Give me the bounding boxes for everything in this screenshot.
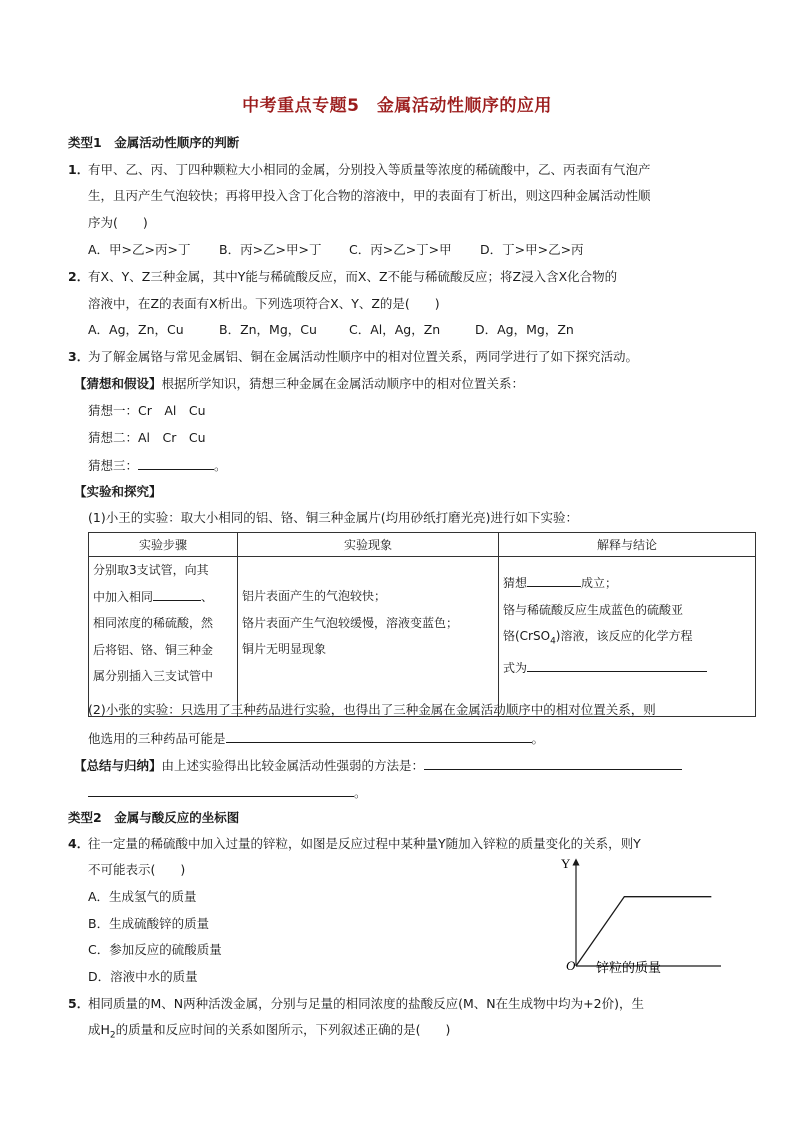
conclusion-line: 铬与稀硫酸反应生成蓝色的硫酸亚: [503, 602, 684, 617]
subscript: 2: [109, 1030, 116, 1041]
coordinate-chart: [556, 854, 726, 984]
guess-prefix: 猜想: [503, 576, 528, 590]
question-number: 3．: [68, 349, 90, 364]
question-text: 有X、Y、Z三种金属，其中Y能与稀硫酸反应，而X、Z不能与稀硫酸反应；将Z浸入含X化合物的: [88, 269, 618, 284]
step-line: 属分别插入三支试管中: [93, 669, 214, 683]
step-line: 相同浓度的稀硫酸，然: [93, 616, 214, 630]
step-line: [93, 584, 233, 611]
answer-blank[interactable]: [527, 659, 707, 672]
answer-blank[interactable]: [226, 730, 532, 743]
table-header: 实验步骤: [89, 533, 238, 557]
section-heading-type2: 类型2 金属与酸反应的坐标图: [68, 810, 240, 825]
period: 。: [531, 731, 545, 746]
experiment-two-text: (2)小张的实验：只选用了三种药品进行实验，也得出了三种金属在金属活动顺序中的相对位置关系，则: [88, 702, 656, 717]
origin-label: O: [566, 958, 576, 973]
answer-blank[interactable]: [88, 784, 354, 797]
phenomenon-line: 铜片无明显现象: [242, 642, 327, 656]
question-number: 1．: [68, 162, 90, 177]
formula-subscript: 4: [550, 636, 556, 647]
option-b: B．丙>乙>甲>丁: [219, 242, 322, 257]
step-line: 后将铝、铬、铜三种金: [93, 642, 214, 657]
answer-blank[interactable]: [138, 457, 214, 470]
chart-series: [576, 897, 711, 966]
experiment-one-intro: (1)小王的实验：取大小相同的铝、铬、铜三种金属片(均用砂纸打磨光亮)进行如下实验：: [88, 510, 578, 525]
summary-continuation: [88, 784, 367, 801]
x-axis-label: 锌粒的质量: [596, 961, 662, 976]
experiment-two-label: 他选用的三种药品可能是: [88, 731, 226, 746]
guess-suffix: 成立；: [581, 576, 618, 590]
phenomena-cell: [238, 557, 499, 717]
table-header: 实验现象: [238, 533, 499, 557]
option-a: A．甲>乙>丙>丁: [88, 242, 191, 257]
table-header-row: [89, 533, 756, 557]
step-line: 分别取3支试管，向其: [93, 563, 209, 577]
question-text: [88, 1022, 450, 1044]
question-text: 往一定量的稀硫酸中加入过量的锌粒，如图是反应过程中某种量Y随加入锌粒的质量变化的关系，则Y: [88, 836, 641, 851]
step-text: 中加入相同: [93, 589, 154, 604]
question-text: 有甲、乙、丙、丁四种颗粒大小相同的金属，分别投入等质量等浓度的稀硫酸中，乙、丙表面有气泡产: [88, 162, 651, 177]
option-d: D．丁>甲>乙>丙: [480, 242, 584, 257]
option-c: C．丙>乙>丁>甲: [349, 242, 452, 257]
experiment-table: [88, 532, 756, 717]
series-line: [576, 897, 711, 966]
question-text: 相同质量的M、N两种活泼金属，分别与足量的相同浓度的盐酸反应(M、N在生成物中均为+2价)，生: [88, 996, 644, 1011]
section-heading-type1: 类型1 金属活动性顺序的判断: [68, 135, 240, 150]
summary-tag: 【总结与归纳】: [74, 758, 162, 773]
question-number: 4．: [68, 836, 90, 851]
step-comma: 、: [201, 589, 214, 604]
table-row: [89, 557, 756, 717]
answer-blank[interactable]: [153, 588, 201, 601]
formula-text: 铬(CrSO: [503, 629, 551, 643]
hypothesis-tag: 【猜想和假设】: [74, 376, 162, 391]
explore-tag: 【实验和探究】: [74, 484, 162, 499]
guess-three-label: 猜想三：: [88, 458, 139, 473]
phenomenon-line: 铬片表面产生气泡较缓慢，溶液变蓝色；: [242, 615, 459, 630]
question-text: 为了解金属铬与常见金属铝、铜在金属活动性顺序中的相对位置关系，两同学进行了如下探究活动。: [88, 349, 639, 364]
y-axis-label: Y: [561, 856, 571, 871]
option-a: A．生成氢气的质量: [88, 889, 197, 904]
page-title: 中考重点专题5 金属活动性顺序的应用: [242, 96, 552, 116]
guess-one: 猜想一：Cr Al Cu: [88, 403, 206, 418]
formula-text: )溶液，该反应的化学方程: [555, 629, 693, 643]
hypothesis-section: [74, 376, 524, 392]
guess-two: 猜想二：Al Cr Cu: [88, 430, 206, 445]
hypothesis-text: 根据所学知识，猜想三种金属在金属活动顺序中的相对位置关系：: [161, 376, 525, 391]
period: 。: [214, 458, 227, 473]
question-text: 序为( ): [88, 215, 148, 230]
table-header: 解释与结论: [499, 533, 756, 557]
experiment-two-text: [88, 730, 544, 747]
phenomenon-line: 铝片表面产生的气泡较快；: [242, 589, 387, 603]
conclusion-line: [503, 655, 751, 682]
period: 。: [354, 785, 367, 800]
answer-blank[interactable]: [424, 757, 682, 770]
question-number: 5．: [68, 996, 90, 1011]
conclusion-line: [503, 570, 751, 597]
summary-text: 由上述实验得出比较金属活动性强弱的方法是：: [161, 758, 425, 773]
summary-section: [74, 757, 682, 774]
option-b: B．Zn，Mg，Cu: [219, 322, 317, 337]
guess-three: [88, 457, 227, 474]
option-c: C．参加反应的硫酸质量: [88, 942, 222, 957]
question-text-part: 的质量和反应时间的关系如图所示，下列叙述正确的是( ): [115, 1022, 451, 1037]
answer-blank[interactable]: [527, 574, 581, 587]
question-number: 2．: [68, 269, 90, 284]
question-text: 生，且丙产生气泡较快；再将甲投入含丁化合物的溶液中，甲的表面有丁析出，则这四种金属活动性顺: [88, 188, 651, 203]
option-a: A．Ag，Zn，Cu: [88, 322, 184, 337]
question-text: 溶液中，在Z的表面有X析出。下列选项符合X、Y、Z的是( ): [88, 296, 440, 311]
option-c: C．Al，Ag，Zn: [349, 322, 441, 337]
steps-cell: [89, 557, 238, 717]
question-text-part: 成H: [88, 1022, 110, 1037]
conclusion-line: [503, 623, 751, 655]
equation-label: 式为: [503, 660, 528, 675]
option-d: D．溶液中水的质量: [88, 969, 198, 984]
option-b: B．生成硫酸锌的质量: [88, 916, 210, 931]
conclusion-cell: [499, 557, 756, 717]
question-text: 不可能表示( ): [88, 862, 186, 877]
option-d: D．Ag，Mg，Zn: [475, 322, 574, 337]
